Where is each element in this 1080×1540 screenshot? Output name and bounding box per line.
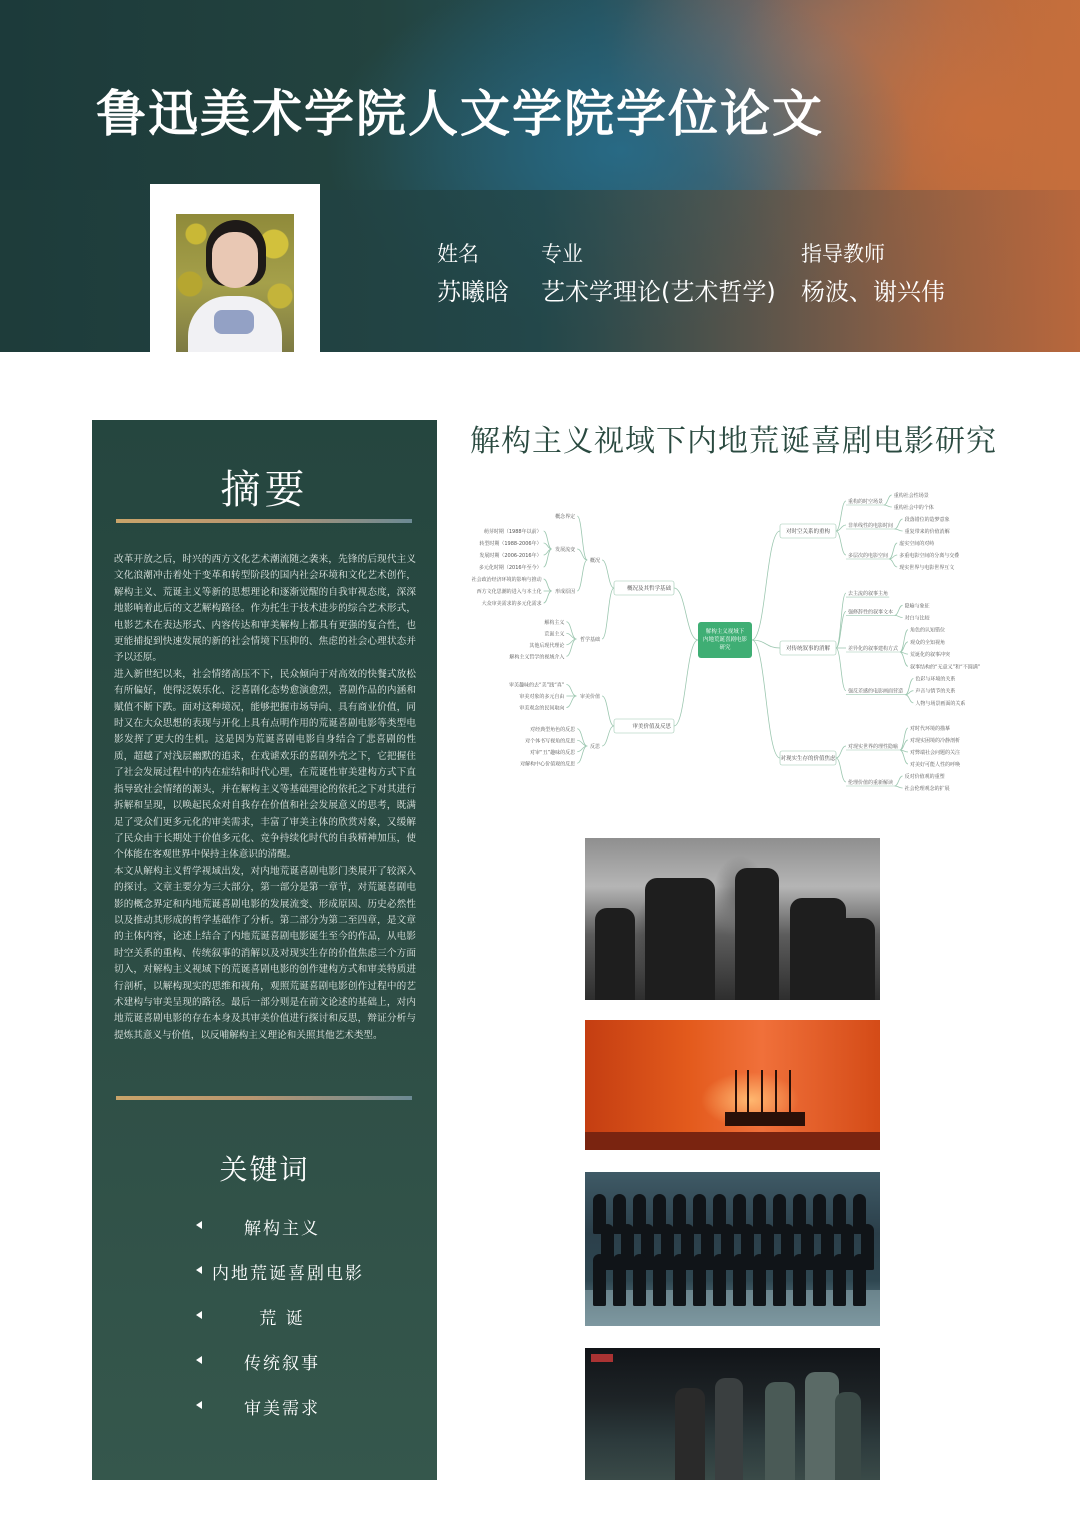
film-figure xyxy=(715,1378,743,1480)
name-value: 苏曦晗 xyxy=(437,278,509,306)
mindmap-connector xyxy=(674,588,698,640)
mindmap-connector xyxy=(895,776,903,786)
robed-figure xyxy=(853,1254,866,1306)
mindmap-connector xyxy=(577,516,587,560)
robed-figure xyxy=(793,1254,806,1306)
keyword-item: 解构主义 xyxy=(92,1212,437,1242)
mindmap-connector xyxy=(577,560,587,591)
microphone-stand xyxy=(761,1070,763,1114)
mindmap-label: 解构主义 xyxy=(544,619,565,626)
keyword-item: 审美需求 xyxy=(92,1392,437,1422)
keywords-heading: 关键词 xyxy=(219,1153,310,1186)
mindmap-label: 对现实生存的价值焦虑 xyxy=(780,756,836,762)
robed-figure xyxy=(593,1254,606,1306)
mindmap-connector xyxy=(544,591,552,603)
mindmap-connector xyxy=(905,695,913,703)
mindmap-label: 观众的全知视角 xyxy=(910,639,946,646)
mindmap-label: 重复带来的价值消解 xyxy=(904,529,950,535)
microphone-stand xyxy=(735,1070,737,1114)
mindmap-connector xyxy=(884,495,892,505)
robed-figure xyxy=(693,1254,706,1306)
mindmap-connector xyxy=(566,696,576,708)
mindmap-label: 发展流变 xyxy=(555,547,576,553)
mindmap-label: 多元化时期（2016年至今） xyxy=(478,565,542,571)
mindmap-connector xyxy=(602,696,614,726)
mindmap-label: 强修辞性的叙事文本 xyxy=(848,609,894,616)
mindmap-label: 哲学基础 xyxy=(579,637,600,643)
mindmap-label: 差异化的叙事建构方式 xyxy=(848,646,899,652)
abstract-divider xyxy=(116,519,412,523)
mindmap-label: 反思 xyxy=(589,744,600,750)
microphone-stand xyxy=(789,1070,791,1114)
robed-figure xyxy=(753,1254,766,1306)
mindmap-connector xyxy=(836,531,846,555)
abstract-paragraph-3: 本文从解构主义哲学视域出发，对内地荒诞喜剧电影门类展开了较深入的探讨。文章主要分为三大部分，第一部分是第一章节，对荒诞喜剧电影的概念界定和内地荒诞喜剧电影的发展流变、形成原因、历史必然性以及推动其形成的哲学基础作了分析。第二部分为第二至四章，是文章的主体内容，论述上结合了内地荒诞喜剧电影诞生至今的作品，从电影时空关系的重构、传统叙事的消解以及对现实生存的价值焦虑三个方面切入，对解构主义视域下的荒诞喜剧电影的创作建构方式和审美特质进行剖析，以解构现实的思维和视角，观照荒诞喜剧电影创作过程中的艺术建构与审美呈现的路径。最后一部分则是在前文论述的基础上，对内地荒诞喜剧电影的存在本身及其审美价值进行探讨和反思，辩证分析与提炼其意义与价值，以反哺解构主义理论和关照其他艺术类型。 xyxy=(114,865,416,1041)
mindmap-label: 解构主义视域下 xyxy=(705,629,745,635)
abstract-panel xyxy=(92,420,437,1480)
mindmap-label: 荒诞化的叙事冲突 xyxy=(910,652,951,659)
portrait-photo xyxy=(176,214,294,352)
robed-figure xyxy=(653,1254,666,1306)
mindmap-connector xyxy=(602,560,614,588)
mindmap-label: 多重电影空间的分离与交叠 xyxy=(899,553,960,559)
keyword-item: 内地荒诞喜剧电影 xyxy=(92,1257,437,1287)
abstract-paragraph-2: 进入新世纪以来，社会情绪高压不下，民众倾向于对高效的快餐式放松有所偏好，使得泛娱乐化、泛喜剧化态势愈演愈烈，喜剧作品的内涵和赋值不断下跌。面对这种境况，能够把握市场导向、具有商业价值，同时又在大众思想的表现与开化上具有点明作用的荒诞喜剧电影等类型电影发挥了更大的生机。这是因为荒诞喜剧电影自身结合了悲喜剧的性质，超越了对浅层幽默的追求，在戏谑欢乐的喜剧外壳之下，它把握住了社会发展过程中的内在症结和时代心理，在荒诞性审美建构方式下直指导致社会情绪的源头，并在解构主义等基础理论的依托之下对其进行拆解和呈现，以唤起民众对自我存在价值和社会发展意义的思考，既满足了受众们更多元化的审美需求，丰富了审美主体的欣赏对象，又缓解了民众由于长期处于价值多元化、竞争持续化时代的自我精神加压，使个体能在客观世界中保持主体意识的清醒。 xyxy=(114,668,416,861)
mindmap-label: 内地荒诞喜剧电影 xyxy=(702,637,748,643)
mindmap-label: 人物与场景画面的关系 xyxy=(915,700,966,707)
mindmap-label: 研究 xyxy=(719,645,731,651)
mindmap-label: 非单线性的电影时间 xyxy=(848,523,894,529)
mindmap-connector xyxy=(895,519,903,529)
mindmap-connector xyxy=(900,728,908,750)
mindmap-label: 隐喻与象征 xyxy=(904,603,930,610)
mindmap-label: 声音与情节的关系 xyxy=(915,688,956,695)
mindmap-label: 大众审美需求的多元化需求 xyxy=(481,601,542,607)
mindmap-label: 对时代环境的描摹 xyxy=(910,726,951,732)
keywords-divider xyxy=(116,1096,412,1100)
mindmap-connector xyxy=(602,726,614,746)
triangle-bullet-icon xyxy=(196,1356,202,1364)
robed-figure xyxy=(713,1254,726,1306)
mindmap-label: 叙事结构的“无意义”和“不圆满” xyxy=(910,664,981,671)
mindmap-label: 审美对象的多元自由 xyxy=(519,694,565,700)
mindmap-label: 伦理价值的重新解读 xyxy=(848,780,894,786)
page-title: 鲁迅美术学院人文学院学位论文 xyxy=(96,85,824,143)
triangle-bullet-icon xyxy=(196,1401,202,1409)
film-figure xyxy=(835,918,875,1000)
mindmap-connector xyxy=(895,605,903,615)
mindmap-connector xyxy=(752,531,780,640)
mindmap-label: 社会政治经济环境的影响与推动 xyxy=(471,577,542,583)
mindmap-label: 角色的认知错位 xyxy=(910,627,946,634)
robed-figure xyxy=(613,1254,626,1306)
mindmap-connector xyxy=(895,529,903,531)
robed-figure xyxy=(633,1254,646,1306)
triangle-bullet-icon xyxy=(196,1311,202,1319)
mindmap-label: 色彩与环境的关系 xyxy=(915,676,956,683)
mindmap-label: 萌芽时期（1988年以前） xyxy=(483,529,542,535)
mindmap-label: 概念界定 xyxy=(555,514,576,520)
mindmap-label: 对白与比较 xyxy=(904,615,930,622)
mindmap-label: 对传统叙事的消解 xyxy=(785,646,831,652)
thesis-title: 解构主义视域下内地荒诞喜剧电影研究 xyxy=(470,424,997,459)
robed-figure xyxy=(733,1254,746,1306)
mindmap-connector xyxy=(836,593,846,648)
mindmap-label: 解构主义哲学的视域介入 xyxy=(509,654,565,661)
mindmap-connector xyxy=(884,505,892,507)
mindmap-label: 对美好可能人性的呼唤 xyxy=(910,762,961,768)
film-figure xyxy=(735,868,779,1000)
film-figure xyxy=(765,1382,795,1480)
triangle-bullet-icon xyxy=(196,1221,202,1229)
film-figure xyxy=(675,1388,705,1480)
mindmap-label: 重构的时空场景 xyxy=(848,499,884,505)
keyword-item: 荒 诞 xyxy=(92,1302,437,1332)
mindmap-connector xyxy=(836,648,846,691)
mindmap-label: 现实世界与电影世界互文 xyxy=(899,565,955,571)
mindmap-connector xyxy=(602,588,614,639)
mindmap-label: 审美价值 xyxy=(579,694,600,700)
film-figure xyxy=(595,908,635,1000)
keyword-item: 传统叙事 xyxy=(92,1347,437,1377)
robed-figure xyxy=(773,1254,786,1306)
header-banner xyxy=(0,0,1080,352)
mindmap-label: 重构社会性场景 xyxy=(893,493,929,499)
mindmap-label: 段落错位的造梦意象 xyxy=(904,517,950,523)
mindmap-label: 审美价值及反思 xyxy=(632,724,671,730)
mindmap-label: 社会伦理观念的扩展 xyxy=(904,786,950,792)
film-still-1 xyxy=(585,838,880,1000)
abstract-heading: 摘要 xyxy=(220,467,309,513)
major-value: 艺术学理论(艺术哲学) xyxy=(541,278,776,306)
name-label: 姓名 xyxy=(437,242,479,266)
mindmap-connector xyxy=(836,758,846,782)
mindmap-label: 对个体书写视角的反思 xyxy=(525,738,576,745)
film-still-2 xyxy=(585,1020,880,1150)
major-label: 专业 xyxy=(541,242,583,266)
mindmap-label: 概况 xyxy=(589,558,600,564)
mindmap-label: 对现实世界的理性隐喻 xyxy=(848,744,899,750)
mindmap-connector xyxy=(836,501,846,531)
mindmap-label: 概况及其哲学基础 xyxy=(626,586,671,592)
mindmap-label: 对现实困境的冷静剖析 xyxy=(910,738,961,744)
mindmap-label: 荒诞主义 xyxy=(544,631,565,638)
triangle-bullet-icon xyxy=(196,1266,202,1274)
microphone-stand xyxy=(775,1070,777,1114)
film-figure xyxy=(835,1392,861,1480)
mindmap-label: 虚实空间的对峙 xyxy=(899,541,935,547)
mindmap-connector xyxy=(895,786,903,788)
film-still-4 xyxy=(585,1348,880,1480)
mindmap-label: 重构社会中的个体 xyxy=(893,505,934,511)
mindmap-connector xyxy=(836,746,846,758)
mindmap-label: 发展时期（2006-2016年） xyxy=(479,553,542,559)
film-still-3 xyxy=(585,1172,880,1326)
mindmap-label: 反对价值观的重塑 xyxy=(904,774,945,780)
mindmap-diagram xyxy=(462,476,1032,806)
mindmap-label: 审美趣味的去“美”践“真” xyxy=(509,682,565,689)
abstract-paragraph-1: 改革开放之后，时兴的西方文化艺术潮流随之袭来，先锋的后现代主义文化浪潮冲击着处于变革和转型阶段的国内社会环境和文化艺术创作，解构主义、荒诞主义等新的思想理论和逐渐觉醒的自我审视态度，深深地影响着此后的文艺解构路径。作为托生于技术进步的综合艺术形式，电影艺术在表达形式、内容传达和审美解构上都具有更强的复合性，也更能捕捉到快速发展的新的社会情境下压抑的、焦虑的社会心理状态并予以还原。 xyxy=(114,554,416,664)
mindmap-label: 对弊端社会问题的关注 xyxy=(910,750,961,756)
mindmap-label: 西方文化思潮的进入与本土化 xyxy=(476,589,542,595)
mindmap-connector xyxy=(900,630,908,652)
robed-figure xyxy=(673,1254,686,1306)
mindmap-label: 去主流的叙事主角 xyxy=(848,591,889,598)
film-figure xyxy=(805,1372,839,1480)
mindmap-label: 对时空关系的重构 xyxy=(785,529,831,535)
mindmap-label: 转型时期（1988-2006年） xyxy=(479,541,542,547)
mindmap-label: 强反差感的电影画面营造 xyxy=(848,688,904,695)
mindmap-connector xyxy=(895,615,903,617)
portrait-frame xyxy=(150,184,320,352)
robed-figure xyxy=(813,1254,826,1306)
mindmap-connector xyxy=(674,640,698,726)
mindmap-label: 形成原因 xyxy=(555,589,576,595)
microphone-stand xyxy=(747,1070,749,1114)
mindmap-label: 对经典型角色的反思 xyxy=(530,726,576,733)
mindmap-connector xyxy=(566,685,576,697)
mindmap-connector xyxy=(752,640,780,758)
mindmap-label: 对审“丑”趣味的反思 xyxy=(530,749,576,756)
mindmap-label: 其他后现代理论 xyxy=(529,642,565,649)
advisor-label: 指导教师 xyxy=(801,242,885,266)
mindmap-connector xyxy=(544,579,552,591)
film-figure xyxy=(645,878,715,1000)
mindmap-label: 审美观念的民间取向 xyxy=(519,705,565,712)
mindmap-connector xyxy=(889,559,897,567)
robed-figure xyxy=(833,1254,846,1306)
advisor-value: 杨波、谢兴伟 xyxy=(801,278,945,306)
mindmap-label: 多层次的电影空间 xyxy=(848,553,889,559)
abstract-body xyxy=(114,552,416,1044)
mindmap-label: 对解构中心价值观的反思 xyxy=(520,761,576,768)
